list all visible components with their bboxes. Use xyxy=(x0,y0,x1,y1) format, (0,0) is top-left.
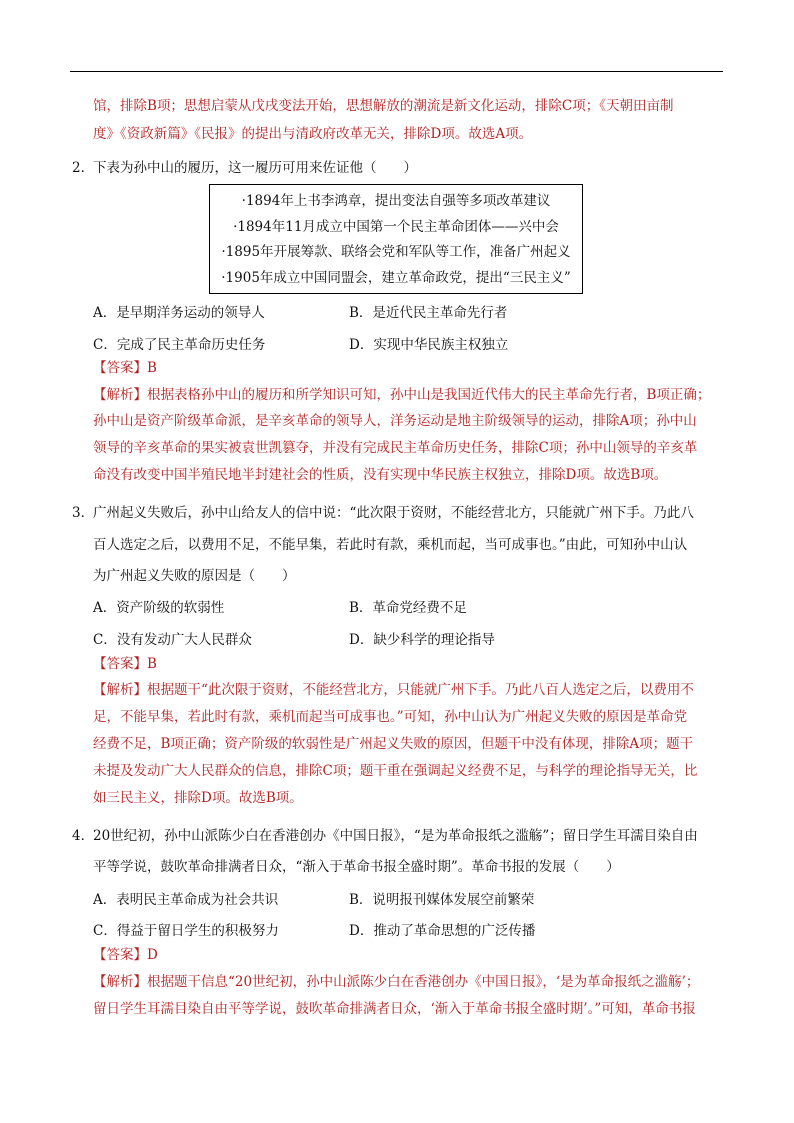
q4-option-d: D．推动了革命思想的广泛传播 xyxy=(349,923,536,939)
prev-analysis-line-2: 度》《资政新篇》《民报》的提出与清政府改革无关，排除D项。故选A项。 xyxy=(93,126,533,142)
q2-option-c: C．完成了民主革命历史任务 xyxy=(93,337,266,353)
resume-row: ·1905年成立中国同盟会，建立革命政党，提出“三民主义” xyxy=(221,269,571,286)
q4-analysis-line-1 xyxy=(93,972,699,992)
q4-option-b: B．说明报刊媒体发展空前繁荣 xyxy=(349,892,535,908)
q2-analysis-line-3: 领导的辛亥革命的果实被袁世凯篡夺，并没有完成民主革命历史任务，排除C项；孙中山领导的辛亥革 xyxy=(93,440,698,456)
question-3-number: 3． xyxy=(72,505,95,521)
question-4-stem-line-1: 20世纪初，孙中山派陈少白在香港创办《中国日报》，“是为革命报纸之滥觞”；留日学生耳濡目染自由 xyxy=(93,828,698,844)
q2-option-a: A．是早期洋务运动的领导人 xyxy=(93,305,265,321)
resume-row: ·1894年上书李鸿章，提出变法自强等多项改革建议 xyxy=(241,193,551,209)
q3-option-c: C．没有发动广大人民群众 xyxy=(93,632,252,648)
q3-answer: 【答案】B xyxy=(93,656,157,672)
q4-option-c: C．得益于留日学生的积极努力 xyxy=(93,923,279,939)
q4-answer: 【答案】D xyxy=(93,947,158,963)
q3-analysis-text: 根据题干“此次限于资财，不能经营北方，只能就广州下手。乃此八百人选定之后，以费用不 xyxy=(147,682,694,698)
q3-analysis-line-4: 未提及发动广大人民群众的信息，排除C项；题干重在强调起义经费不足，与科学的理论指导无关，比 xyxy=(93,763,698,779)
q2-option-d: D．实现中华民族主权独立 xyxy=(349,337,509,353)
q3-analysis-line-2: 足，不能早集，若此时有款，乘机而起当可成事也。”可知，孙中山认为广州起义失败的原因是革命党 xyxy=(93,709,688,725)
q3-analysis-tag: 【解析】 xyxy=(93,682,147,698)
q2-analysis-line-2: 孙中山是资产阶级革命派，是辛亥革命的领导人，洋务运动是地主阶级领导的运动，排除A项；孙中山 xyxy=(93,413,697,429)
q3-analysis-line-5: 如三民主义，排除D项。故选B项。 xyxy=(93,790,303,806)
question-3-stem-line-2: 百人选定之后，以费用不足，不能早集，若此时有款，乘机而起，当可成事也。”由此，可知孙中山认 xyxy=(93,537,688,553)
question-3-stem-line-1: 广州起义失败后，孙中山给友人的信中说：“此次限于资财，不能经营北方，只能就广州下手。乃此八 xyxy=(93,505,694,521)
header-rule xyxy=(70,71,723,72)
prev-analysis-line-1: 馆，排除B项；思想启蒙从戊戌变法开始，思想解放的潮流是新文化运动，排除C项；《天朝田亩制 xyxy=(93,98,674,114)
question-4-stem-line-2: 平等学说，鼓吹革命排满者日众，“渐入于革命书报全盛时期”。革命书报的发展（ ） xyxy=(93,859,620,875)
q3-option-b: B．革命党经费不足 xyxy=(349,600,467,616)
q2-analysis-tag: 【解析】 xyxy=(93,387,147,403)
q2-analysis-line-1 xyxy=(93,385,710,405)
q2-answer: 【答案】B xyxy=(93,360,157,376)
q3-analysis-line-3: 经费不足，B项正确；资产阶级的软弱性是广州起义失败的原因，但题干中没有体现，排除A项；题干 xyxy=(93,736,694,752)
q3-option-a: A．资产阶级的软弱性 xyxy=(93,600,225,616)
q2-option-b: B．是近代民主革命先行者 xyxy=(349,305,508,321)
question-3-stem-line-3: 为广州起义失败的原因是（ ） xyxy=(93,568,296,584)
q4-analysis-tag: 【解析】 xyxy=(93,974,147,990)
q4-analysis-text: 根据题干信息“20世纪初，孙中山派陈少白在香港创办《中国日报》，‘是为革命报纸之滥觞’； xyxy=(147,974,700,990)
question-4-number: 4． xyxy=(72,828,95,844)
question-2-number: 2． xyxy=(72,160,95,176)
q4-analysis-line-2: 留日学生耳濡目染自由平等学说，鼓吹革命排满者日众，‘渐入于革命书报全盛时期’。”可知，革命书报 xyxy=(93,1001,696,1017)
question-2-stem: 下表为孙中山的履历，这一履历可用来佐证他（ ） xyxy=(93,160,417,176)
resume-row: ·1894年11月成立中国第一个民主革命团体——兴中会 xyxy=(233,218,559,235)
q3-option-d: D．缺少科学的理论指导 xyxy=(349,632,495,648)
q2-analysis-line-4: 命没有改变中国半殖民地半封建社会的性质，没有实现中华民族主权独立，排除D项。故选B项。 xyxy=(93,467,668,483)
resume-table xyxy=(209,184,583,294)
q2-analysis-text: 根据表格孙中山的履历和所学知识可知，孙中山是我国近代伟大的民主革命先行者，B项正确； xyxy=(147,387,711,403)
q4-option-a: A．表明民主革命成为社会共识 xyxy=(93,892,279,908)
resume-row: ·1895年开展筹款、联络会党和军队等工作，准备广州起义 xyxy=(221,244,571,260)
q3-analysis-line-1 xyxy=(93,680,694,700)
